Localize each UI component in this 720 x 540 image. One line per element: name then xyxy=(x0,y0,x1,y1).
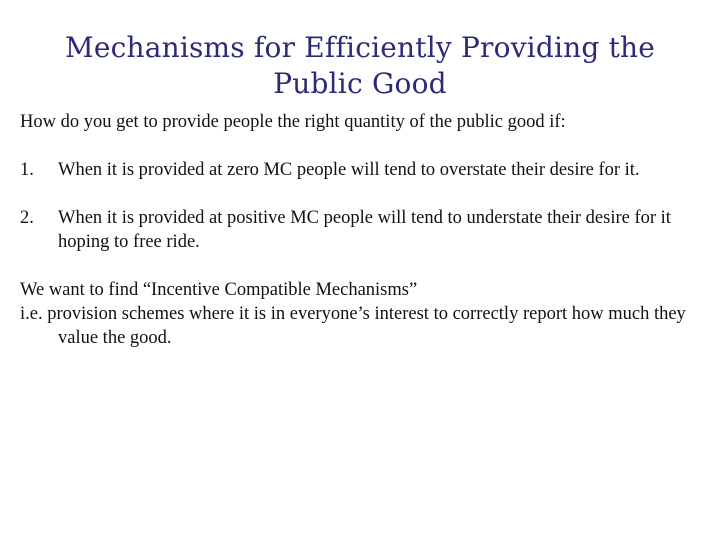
intro-paragraph: How do you get to provide people the right quantity of the public good if: xyxy=(20,112,566,132)
conclusion-line-2: i.e. provision schemes where it is in everyone’s interest to correctly report how much they value the good. xyxy=(20,304,686,348)
list-item-2-number: 2. xyxy=(20,208,34,228)
conclusion-line-1: We want to find “Incentive Compatible Mechanisms” xyxy=(20,280,418,300)
list-item-1-text: When it is provided at zero MC people will tend to overstate their desire for it. xyxy=(58,160,640,180)
slide-body xyxy=(20,110,700,350)
slide-title-line-2: Public Good xyxy=(273,67,447,100)
list-item-2 xyxy=(20,206,700,254)
list-item-2-text: When it is provided at positive MC people will tend to understate their desire for it hoping to free ride. xyxy=(58,208,671,252)
list-item-1 xyxy=(20,158,700,182)
slide-title-line-1: Mechanisms for Efficiently Providing the xyxy=(64,31,656,64)
slide-title xyxy=(40,30,680,102)
list-item-1-number: 1. xyxy=(20,160,34,180)
